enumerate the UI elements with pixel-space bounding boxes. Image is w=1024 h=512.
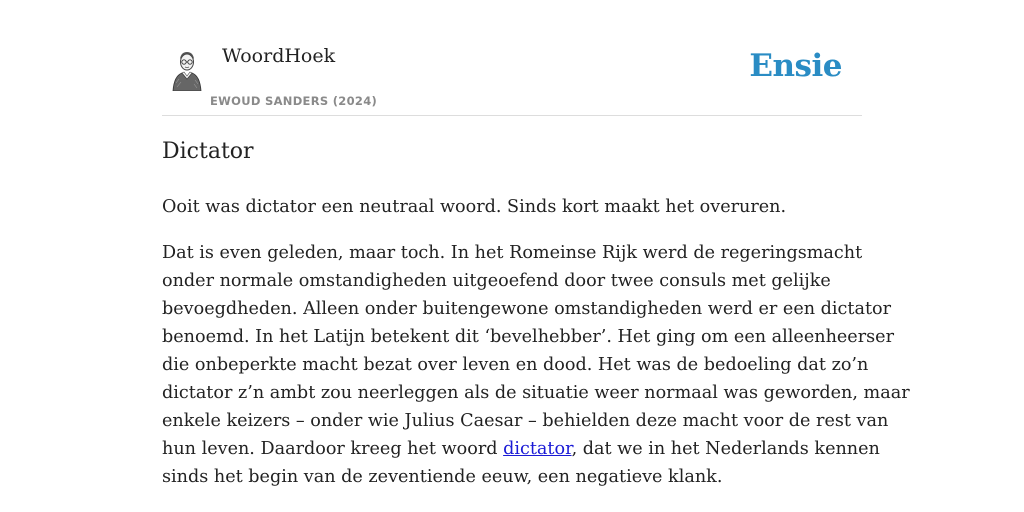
author-byline: EWOUD SANDERS (2024) xyxy=(210,94,378,108)
article-page xyxy=(162,0,910,487)
author-portrait-icon[interactable] xyxy=(170,49,204,91)
body-line: Dat is even geleden, maar toch. In het Romeinse Rijk werd de regeringsmacht xyxy=(162,243,863,263)
body-line: enkele keizers – onder wie Julius Caesar – behielden deze macht voor de rest van xyxy=(162,411,889,431)
body-line: onder normale omstandigheden uitgeoefend door twee consuls met gelijke xyxy=(162,271,831,291)
body-line xyxy=(162,435,910,463)
brand-logo[interactable]: Ensie xyxy=(749,48,842,84)
article-body xyxy=(162,239,910,491)
site-header xyxy=(162,0,862,116)
site-name[interactable]: WoordHoek xyxy=(222,45,336,67)
body-line: die onbeperkte macht bezat over leven en dood. Het was de bedoeling dat zo’n xyxy=(162,355,869,375)
body-line: bevoegdheden. Alleen onder buitengewone omstandigheden werd er een dictator xyxy=(162,299,892,319)
dictator-link[interactable]: dictator xyxy=(503,439,572,459)
article-lead: Ooit was dictator een neutraal woord. Sinds kort maakt het overuren. xyxy=(162,197,787,217)
body-line-text: , dat we in het Nederlands kennen xyxy=(571,439,880,459)
article-title: Dictator xyxy=(162,139,254,164)
body-line-text: hun leven. Daardoor kreeg het woord xyxy=(162,439,504,459)
body-line: benoemd. In het Latijn betekent dit ‘bevelhebber’. Het ging om een alleenheerser xyxy=(162,327,894,347)
body-line: sinds het begin van de zeventiende eeuw, een negatieve klank. xyxy=(162,467,723,487)
body-line: dictator z’n ambt zou neerleggen als de situatie weer normaal was geworden, maar xyxy=(162,383,910,403)
